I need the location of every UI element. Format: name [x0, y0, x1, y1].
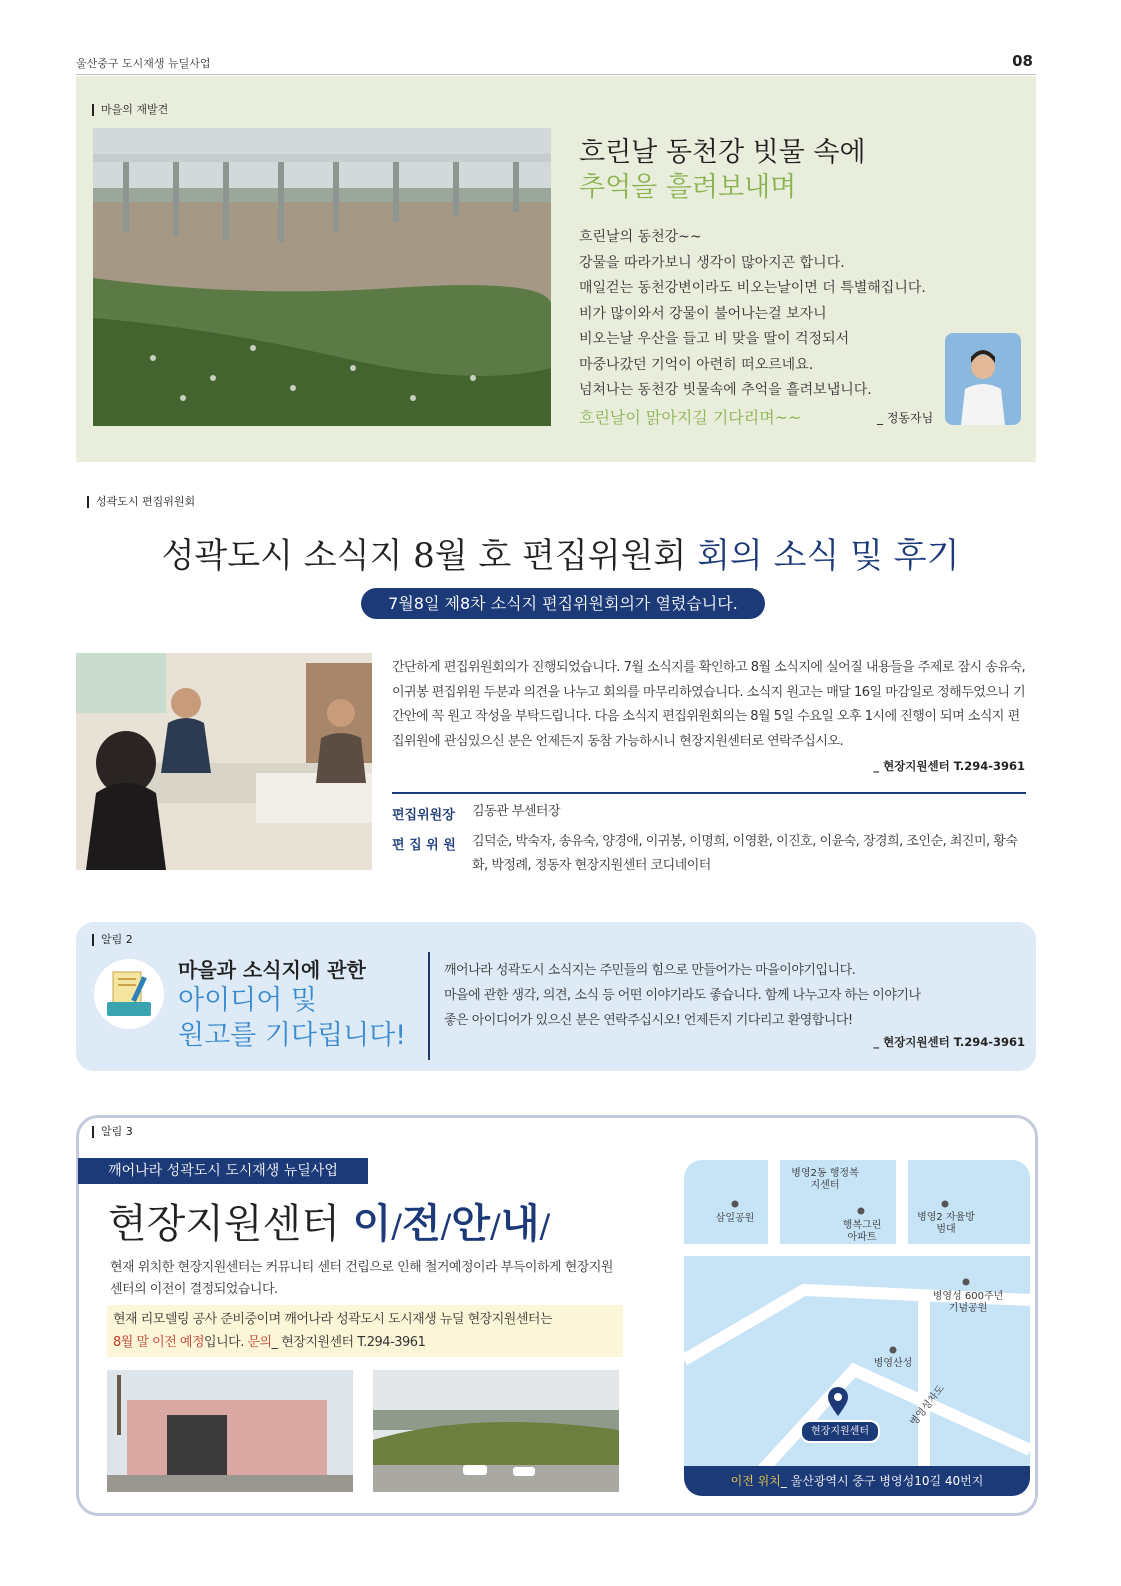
map-label: 삼일공원	[715, 1213, 755, 1224]
essay-title-line1: 흐린날 동천강 빗물 속에	[579, 137, 866, 168]
notice-heading: 마을과 소식지에 관한	[178, 958, 366, 982]
notice-body	[444, 958, 1034, 1033]
map-marker-dot	[886, 1342, 900, 1356]
essay-line: 흐린날의 동천강~~	[579, 229, 702, 245]
essay-line: 비오는날 우산을 들고 비 맞을 딸이 걱정되서	[579, 331, 850, 347]
essay-body	[579, 225, 959, 404]
notice-line: 깨어나라 성곽도시 소식지는 주민들의 힘으로 만들어가는 마을이야기입니다.	[444, 963, 856, 978]
title-char: 이	[352, 1201, 392, 1247]
chair-label: 편집위원장	[392, 808, 455, 823]
current-center-photo	[107, 1370, 353, 1492]
map-marker-dot	[854, 1203, 868, 1217]
map-road-label: 병영성차도	[908, 1383, 947, 1429]
section-tag: 성곽도시 편집위원회	[87, 496, 195, 508]
essay-closing: 흐린날이 맑아지길 기다리며~~	[579, 408, 802, 427]
relocation-title: 현장지원센터 이/전/안/내/	[108, 1201, 551, 1247]
section-tag: 알림 2	[92, 934, 133, 946]
headline-part: 성곽도시 소식지 8월 호 편집위원회	[161, 536, 687, 576]
notice-divider	[428, 952, 430, 1060]
river-bridge-photo	[93, 128, 551, 426]
meeting-photo	[76, 653, 372, 870]
essay-line: 매일걷는 동천강변이라도 비오는날이면 더 특별해집니다.	[579, 280, 926, 296]
title-char: 전	[401, 1201, 441, 1247]
notice-signature: _ 현장지원센터 T.294-3961	[873, 1035, 1025, 1049]
map-marker-dot	[938, 1196, 952, 1210]
essay-title-line2: 추억을 흘려보내며	[579, 172, 797, 203]
committee-signature: _ 현장지원센터 T.294-3961	[873, 759, 1025, 773]
notice-text: 현재 리모델링 공사 준비중이며 깨어나라 성곽도시 도시재생 뉴딜 현장지원센터는	[113, 1312, 553, 1327]
essay-line: 넘쳐나는 동천강 빗물속에 추억을 흘려보냅니다.	[579, 382, 872, 398]
notice-text: _ 현장지원센터 T.294-3961	[271, 1335, 426, 1350]
members-list: 김덕순, 박숙자, 송유숙, 양경애, 이귀봉, 이명희, 이영환, 이진호, 이윤숙, 장경희, 조인순, 최진미, 황숙화, 박정례, 정동자 현장지원센터 코디네이터	[472, 834, 1018, 873]
map-center-label: 현장지원센터	[800, 1420, 880, 1443]
title-char: 내	[500, 1201, 540, 1247]
essay-line: 마중나갔던 기억이 아련히 떠오르네요.	[579, 356, 814, 373]
project-banner: 깨어나라 성곽도시 도시재생 뉴딜사업	[78, 1158, 368, 1184]
header-divider	[76, 74, 1036, 75]
subheading-line: 아이디어 및	[178, 985, 317, 1016]
headline-part-accent: 회의 소식 및 후기	[697, 536, 960, 576]
committee-divider	[392, 792, 1026, 794]
header-title: 울산중구 도시재생 뉴딜사업	[76, 57, 211, 70]
subheading-line: 원고를 기다립니다!	[178, 1020, 407, 1051]
author-portrait	[945, 333, 1021, 425]
notice-subheading	[178, 983, 406, 1053]
location-pin-icon	[826, 1387, 850, 1417]
meeting-date-pill: 7월8일 제8차 소식지 편집위원회의가 열렸습니다.	[361, 588, 765, 619]
notice-line: 마을에 관한 생각, 의견, 소식 등 어떤 이야기라도 좋습니다. 함께 나누고자 하는 이야기나	[444, 988, 921, 1003]
section-tag: 알림 3	[92, 1126, 133, 1138]
chair-name: 김동관 부센터장	[472, 804, 561, 819]
essay-line: 강물을 따라가보니 생각이 많아지곤 합니다.	[579, 254, 845, 271]
section-tag: 마을의 재발견	[92, 104, 168, 116]
map-label: 병영2동 행정복지센터	[791, 1168, 859, 1191]
new-site-photo	[373, 1370, 619, 1492]
map-label: 행복그린 아파트	[842, 1220, 882, 1243]
notice-highlight: 문의	[247, 1335, 272, 1350]
map-label: 병영성 600주년 기념공원	[932, 1291, 1004, 1314]
map-marker-dot	[728, 1196, 742, 1210]
title-char: 안	[451, 1201, 491, 1247]
essay-author: _ 정동자님	[877, 411, 934, 425]
address-label: 이전 위치	[730, 1474, 781, 1488]
members-label: 편 집 위 원	[392, 838, 456, 853]
relocation-notice	[107, 1305, 623, 1357]
map-label: 병영산성	[873, 1358, 913, 1369]
address-value: _ 울산광역시 중구 병영성10길 40번지	[780, 1474, 984, 1488]
essay-line: 비가 많이와서 강물이 불어나는걸 보자니	[579, 305, 827, 322]
relocation-body: 현재 위치한 현장지원센터는 커뮤니티 센터 건립으로 인해 철거예정이라 부득이하게 현장지원센터의 이전이 결정되었습니다.	[110, 1260, 613, 1297]
notice-line: 좋은 아이디어가 있으신 분은 연락주십시오! 언제든지 기다리고 환영합니다!	[444, 1013, 853, 1028]
notice-highlight: 8월 말 이전 예정	[113, 1335, 205, 1350]
map-label: 병영2 자율방범대	[917, 1212, 975, 1235]
map-marker-dot	[959, 1274, 973, 1288]
notice-text: 입니다.	[204, 1335, 248, 1350]
committee-headline	[0, 528, 1121, 577]
map-address-bar	[684, 1466, 1030, 1496]
page-number: 08	[1012, 52, 1033, 70]
committee-report: 간단하게 편집위원회의가 진행되었습니다. 7월 소식지를 확인하고 8월 소식지에 실어질 내용들을 주제로 잠시 송유숙, 이귀봉 편집위원 두분과 의견을 나누고 회의를 마무리하였습니다. 소식지 원고는 매달 16일 마감일로 정해두었으니 기간안에 꼭 원고 작성을 부탁드립니다. 다음 소식지 편집위원회의는 8월 5일 수요일 오후 1시에 진행이 되며 소식지 편집위원에 관심있으신 분은 언제든지 동참 가능하시니 현장지원센터로 연락주십시오.	[392, 660, 1026, 749]
document-tray-icon	[93, 958, 165, 1030]
title-main: 현장지원센터	[108, 1201, 340, 1247]
